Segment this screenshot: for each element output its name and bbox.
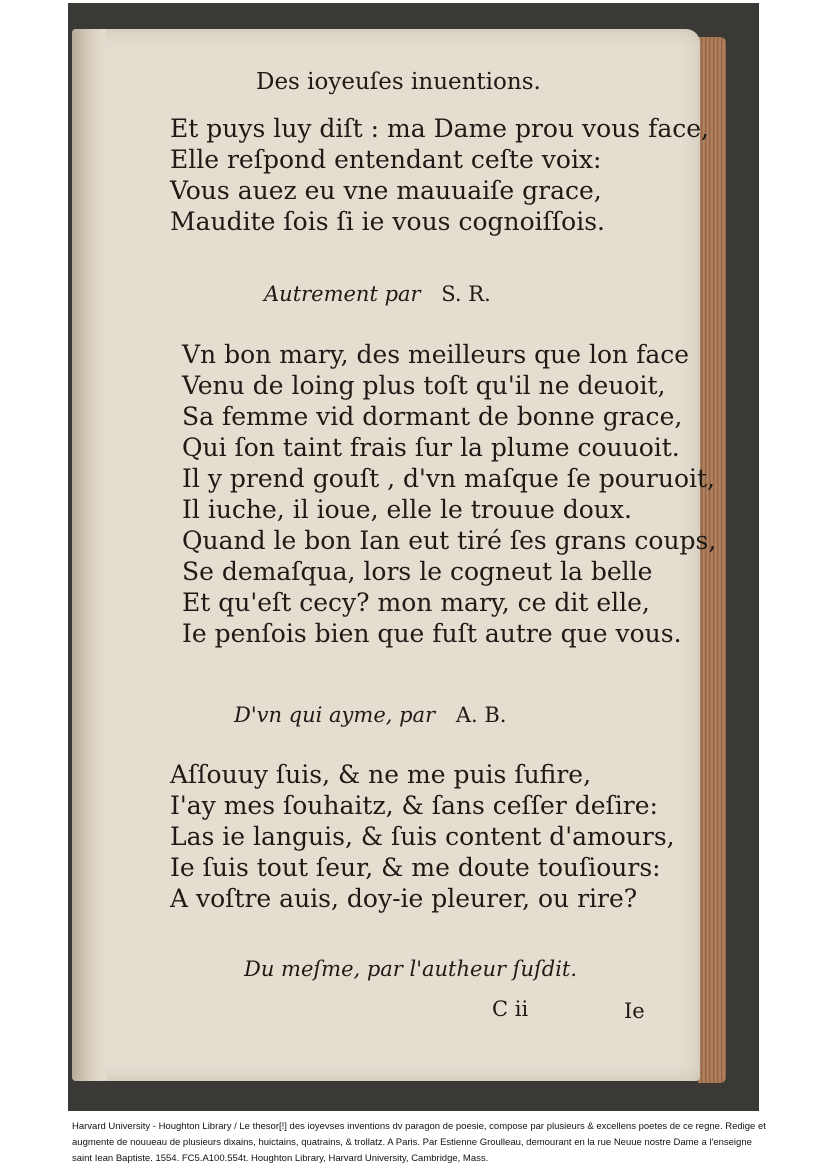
running-head: Des ioyeuſes inuentions. [256, 69, 541, 95]
verse-line: Quand le bon Ian eut tiré ſes grans coups, [182, 526, 717, 555]
verse-line: Elle reſpond entendant ceſte voix: [170, 145, 602, 174]
heading-initials: S. R. [441, 282, 491, 306]
verse-line: Qui ſon taint frais ſur la plume couuoit. [182, 433, 680, 462]
verse-line: Aſſouuy ſuis, & ne me puis ſufire, [170, 760, 592, 789]
section-heading-1 [264, 282, 491, 306]
verse-line: A voſtre auis, doy-ie pleurer, ou rire? [170, 884, 638, 913]
verse-line: Il y prend gouſt , d'vn maſque ſe pouruoit, [182, 464, 715, 493]
section-heading-2 [234, 703, 506, 727]
heading-title: D'vn qui ayme, par [234, 703, 436, 727]
verse-line: Il iuche, il ioue, elle le trouue doux. [182, 495, 632, 524]
verse-line: Sa femme vid dormant de bonne grace, [182, 402, 683, 431]
signature-mark: C ii [492, 997, 529, 1021]
stanza-3 [170, 759, 675, 914]
scan-frame [68, 3, 759, 1111]
page-gutter [72, 29, 106, 1081]
verse-line: Maudite ſois ſi ie vous cognoiſſois. [170, 207, 605, 236]
library-caption: Harvard University - Houghton Library / Le thesor[!] des ioyevses inventions dv paragon de poesie, compose par plusieurs & excellens poetes de ce regne. Redige et augmente de nouueau de plusieurs dixains, huictains, quatrains, & trollatz. A Paris. Par Estienne Groulleau, demourant en la rue Neuue nostre Dame a l'enseigne saint Iean Baptiste. 1554. FC5.A100.554t. Houghton Library, Harvard University, Cambridge, Mass. [72, 1121, 766, 1164]
stanza-2 [182, 339, 716, 649]
verse-line: Vn bon mary, des meilleurs que lon face [182, 340, 690, 369]
heading-title: Autrement par [264, 282, 421, 306]
verse-line: Ie penſois bien que fuſt autre que vous. [182, 619, 682, 648]
stanza-1 [170, 113, 709, 237]
catchword: Ie [624, 999, 645, 1023]
verse-line: Las ie languis, & ſuis content d'amours, [170, 822, 675, 851]
section-heading-3 [244, 957, 577, 981]
verse-line: Et qu'eſt cecy? mon mary, ce dit elle, [182, 588, 650, 617]
verse-line: Et puys luy diſt : ma Dame prou vous face, [170, 114, 709, 143]
verse-line: Vous auez eu vne mauuaiſe grace, [170, 176, 602, 205]
verse-line: Ie ſuis tout ſeur, & me doute touſiours: [170, 853, 661, 882]
verse-line: Se demaſqua, lors le cogneut la belle [182, 557, 653, 586]
verse-line: Venu de loing plus toſt qu'il ne deuoit, [182, 371, 666, 400]
verse-line: I'ay mes ſouhaitz, & ſans ceſſer deſire: [170, 791, 658, 820]
heading-title: Du meſme, par l'autheur ſuſdit. [244, 957, 578, 981]
heading-initials: A. B. [455, 703, 507, 727]
